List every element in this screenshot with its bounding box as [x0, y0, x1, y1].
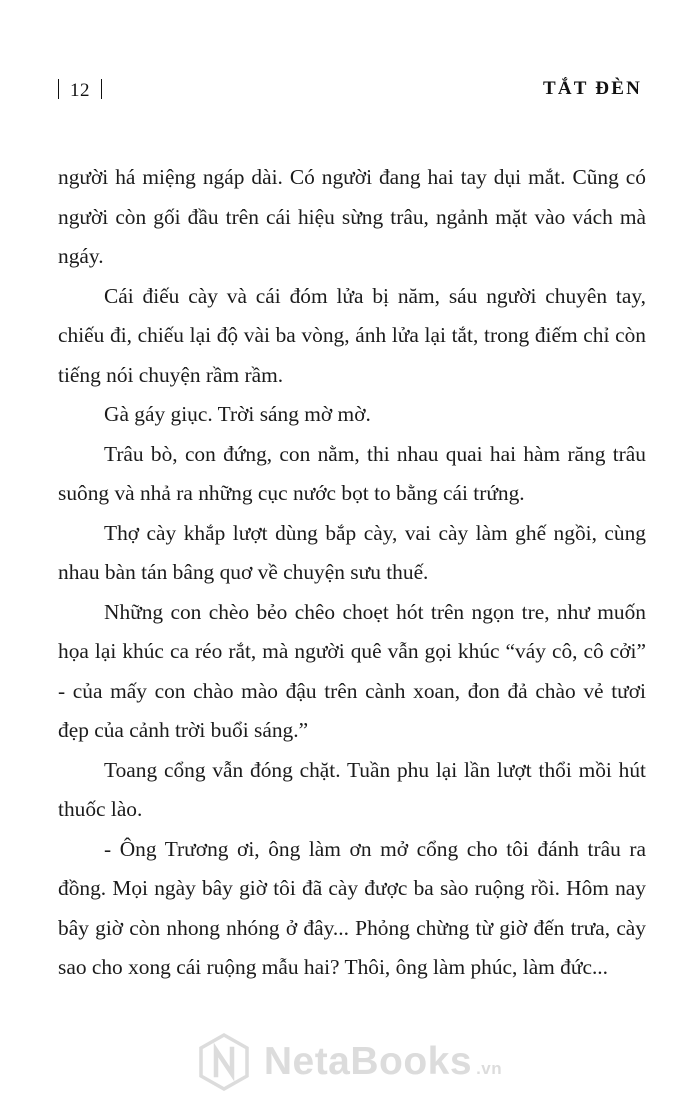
folio-rule-right	[101, 79, 102, 99]
folio-rule-left	[58, 79, 59, 99]
paragraph: - Ông Trương ơi, ông làm ơn mở cổng cho tôi đánh trâu ra đồng. Mọi ngày bây giờ tôi đã cày được ba sào ruộng rồi. Hôm nay bây giờ còn nhong nhóng ở đây... Phỏng chừng từ giờ đến trưa, cày sao cho xong cái ruộng mẫu hai? Thôi, ông làm phúc, làm đức...	[58, 836, 646, 979]
page-folio	[58, 76, 102, 102]
watermark-text	[264, 1040, 502, 1084]
book-title: TẮT ĐÈN	[543, 78, 642, 99]
paragraph: Trâu bò, con đứng, con nằm, thi nhau quai hai hàm răng trâu suông và nhả ra những cục nước bọt to bằng cái trứng.	[58, 441, 646, 505]
paragraph: Toang cổng vẫn đóng chặt. Tuần phu lại lần lượt thổi mồi hút thuốc lào.	[58, 757, 646, 821]
watermark-brand: NetaBooks	[263, 1040, 473, 1083]
paragraph: Cái điếu cày và cái đóm lửa bị năm, sáu người chuyên tay, chiếu đi, chiếu lại độ vài ba vòng, ánh lửa lại tắt, trong điếm chỉ còn tiếng nói chuyện rầm rầm.	[58, 283, 646, 387]
paragraph: Những con chèo bẻo chêo choẹt hót trên ngọn tre, như muốn họa lại khúc ca réo rắt, mà người quê vẫn gọi khúc “váy cô, cô cởi” - của mấy con chào mào đậu trên cành xoan, đon đả chào vẻ tươi đẹp của cảnh trời buổi sáng.”	[58, 599, 646, 742]
watermark-suffix: .vn	[476, 1059, 503, 1078]
netabooks-hexagon-logo-icon	[198, 1033, 250, 1091]
page-number: 12	[70, 80, 90, 101]
paragraph: người há miệng ngáp dài. Có người đang hai tay dụi mắt. Cũng có người còn gối đầu trên cái hiệu sừng trâu, ngảnh mặt vào vách mà ngáy.	[58, 165, 646, 268]
paragraph: Thợ cày khắp lượt dùng bắp cày, vai cày làm ghế ngồi, cùng nhau bàn tán bâng quơ về chuyện sưu thuế.	[58, 520, 646, 584]
running-header	[58, 72, 642, 106]
paragraph: Gà gáy giục. Trời sáng mờ mờ.	[104, 402, 371, 426]
watermark	[0, 1026, 700, 1098]
body-text	[58, 158, 646, 988]
